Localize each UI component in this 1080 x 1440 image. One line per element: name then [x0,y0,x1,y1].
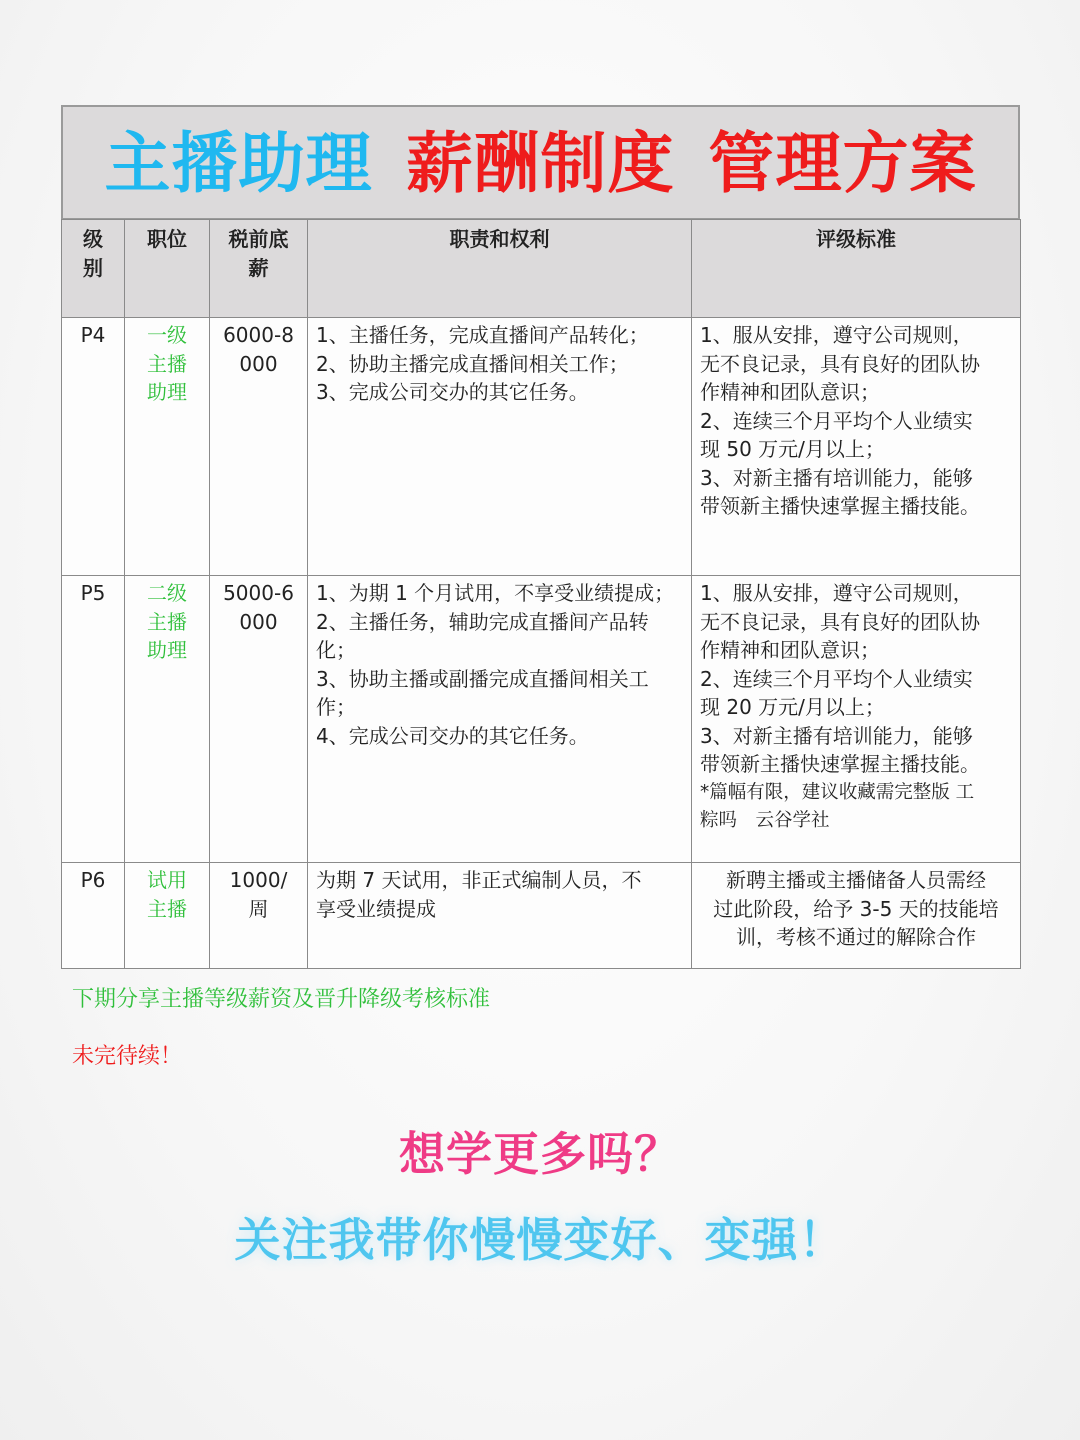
collect-note: *篇幅有限，建议收藏需完整版 工 [700,781,975,803]
cell-level: P6 [62,863,125,969]
cell-duties: 1、主播任务，完成直播间产品转化； 2、协助主播完成直播间相关工作； 3、完成公司交办的其它任务。 [308,318,692,576]
salary-sheet [61,105,1020,969]
table-row [62,576,1021,863]
title-bar [61,105,1020,219]
cell-duties: 1、为期 1 个月试用，不享受业绩提成； 2、主播任务，辅助完成直播间产品转 化； 3、协助主播或副播完成直播间相关工 作； 4、完成公司交办的其它任务。 [308,576,692,863]
title-part-2: 薪酬制度 [406,123,675,202]
title-part-3: 管理方案 [708,123,977,202]
salary-table [61,219,1021,969]
cell-salary: 5000-6 000 [210,576,308,863]
header-salary: 税前底 薪 [210,220,308,318]
cell-level: P4 [62,318,125,576]
header-level: 级 别 [62,220,125,318]
cell-criteria: 1、服从安排，遵守公司规则， 无不良记录，具有良好的团队协 作精神和团队意识； 2、连续三个月平均个人业绩实 现 20 万元/月以上； 3、对新主播有培训能力，能够 带领新主播快速掌握主播技能。 *篇幅有限，建议收藏需完整版 工 粽吗 云谷学社 [692,576,1021,863]
table-row [62,863,1021,969]
cell-criteria: 新聘主播或主播储备人员需经 过此阶段，给予 3-5 天的技能培 训，考核不通过的解除合作 [692,863,1021,969]
cell-salary: 1000/ 周 [210,863,308,969]
table-header-row [62,220,1021,318]
cta-learn-more: 想学更多吗？ [399,1127,681,1181]
cell-level: P5 [62,576,125,863]
title-part-1: 主播助理 [104,123,373,202]
header-position: 职位 [125,220,210,318]
header-duties: 职责和权利 [308,220,692,318]
cell-position: 二级 主播 助理 [125,576,210,863]
collect-note-source: 粽吗 云谷学社 [700,810,830,831]
next-share-text: 下期分享主播等级薪资及晋升降级考核标准 [72,987,491,1012]
cell-position: 试用 主播 [125,863,210,969]
header-criteria: 评级标准 [692,220,1021,318]
cell-position: 一级 主播 助理 [125,318,210,576]
cta-follow-me: 关注我带你慢慢变好、变强！ [234,1213,846,1267]
cell-duties: 为期 7 天试用，非正式编制人员，不 享受业绩提成 [308,863,692,969]
table-row [62,318,1021,576]
cell-salary: 6000-8 000 [210,318,308,576]
to-be-continued-text: 未完待续！ [72,1044,183,1069]
cell-criteria: 1、服从安排，遵守公司规则， 无不良记录，具有良好的团队协 作精神和团队意识； 2、连续三个月平均个人业绩实 现 50 万元/月以上； 3、对新主播有培训能力，能够 带领新主播快速掌握主播技能。 [692,318,1021,576]
